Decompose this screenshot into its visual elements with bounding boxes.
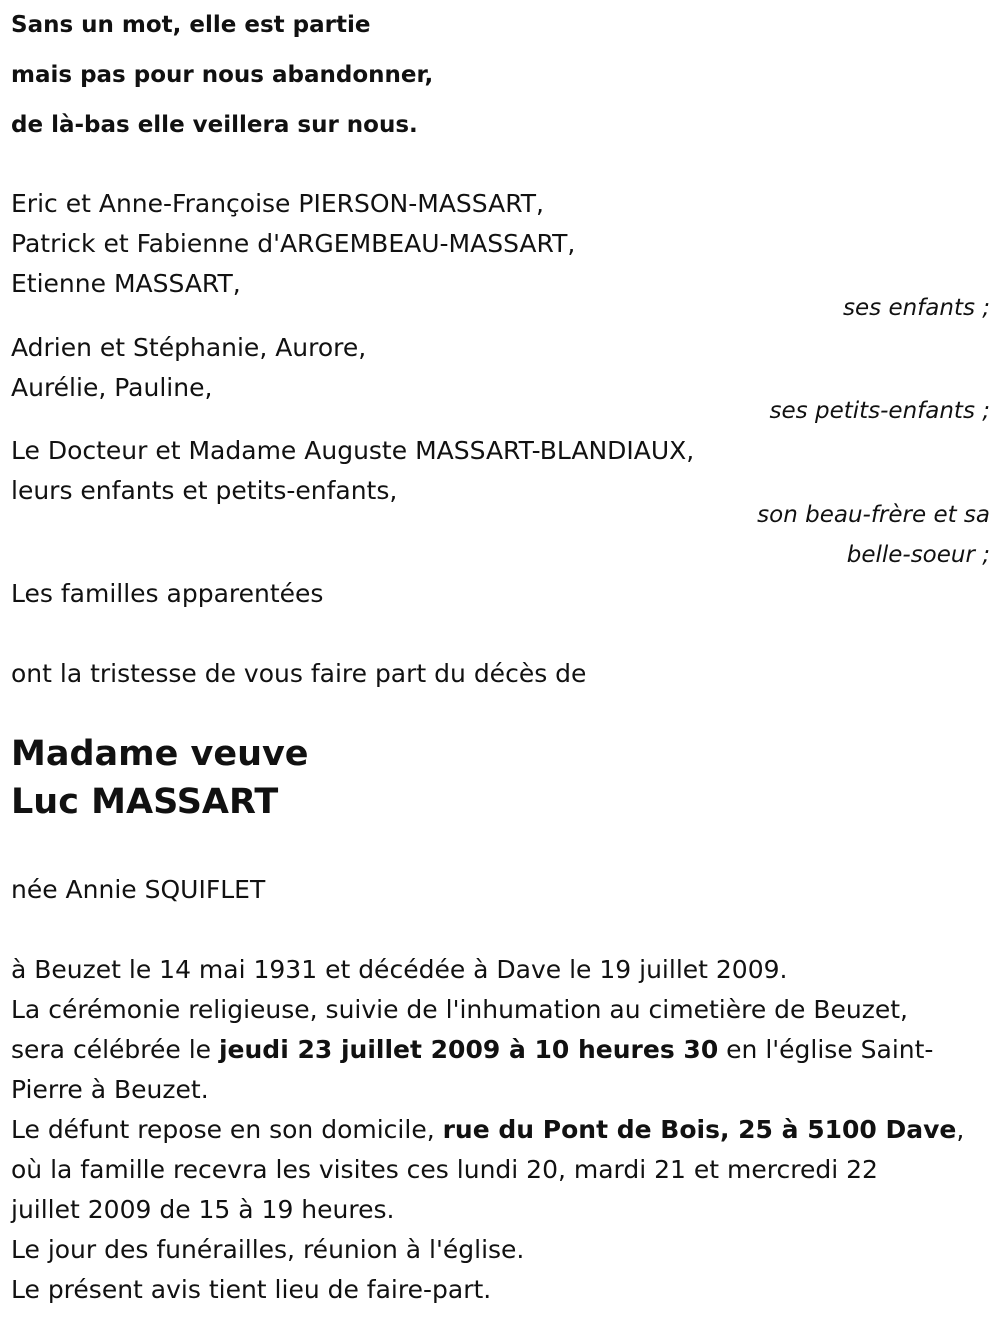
child-name: Etienne MASSART,: [11, 269, 241, 298]
rest-pre: Le défunt repose en son domicile,: [11, 1115, 443, 1144]
inlaw-name: leurs enfants et petits-enfants,: [11, 476, 398, 505]
deceased-line2: Luc MASSART: [11, 782, 279, 822]
ceremony-post: en l'église Saint-: [718, 1035, 934, 1064]
visits-line: juillet 2009 de 15 à 19 heures.: [11, 1195, 395, 1224]
birth-death: à Beuzet le 14 mai 1931 et décédée à Dave le 19 juillet 2009.: [11, 955, 788, 984]
address: rue du Pont de Bois, 25 à 5100 Dave: [442, 1115, 957, 1144]
ceremony-date: jeudi 23 juillet 2009 à 10 heures 30: [218, 1035, 719, 1064]
announcement: ont la tristesse de vous faire part du décès de: [11, 659, 587, 688]
inlaws-relation-line: son beau-frère et sa: [757, 502, 990, 528]
rest-line: [11, 1110, 990, 1150]
families: Les familles apparentées: [11, 579, 324, 608]
ceremony-line: Pierre à Beuzet.: [11, 1075, 209, 1104]
child-name: Eric et Anne-Françoise PIERSON-MASSART,: [11, 189, 545, 218]
poem-line: de là-bas elle veillera sur nous.: [11, 112, 418, 138]
meeting-line: Le jour des funérailles, réunion à l'église.: [11, 1235, 525, 1264]
poem: [11, 0, 990, 150]
children-list: [11, 184, 990, 304]
rest-post: ,: [956, 1115, 965, 1144]
grandchild-name: Adrien et Stéphanie, Aurore,: [11, 333, 367, 362]
child-name: Patrick et Fabienne d'ARGEMBEAU-MASSART,: [11, 229, 576, 258]
deceased-line1: Madame veuve: [11, 734, 309, 774]
children-relation: ses enfants ;: [843, 295, 990, 321]
visits-line: où la famille recevra les visites ces lundi 20, mardi 21 et mercredi 22: [11, 1155, 878, 1184]
deceased-name: [11, 730, 990, 826]
ceremony-pre: sera célébrée le: [11, 1035, 219, 1064]
ceremony-line: [11, 1030, 990, 1070]
born-name: née Annie SQUIFLET: [11, 875, 266, 904]
inlaws-relation-line: belle-soeur ;: [846, 542, 990, 568]
poem-line: mais pas pour nous abandonner,: [11, 62, 434, 88]
inlaw-name: Le Docteur et Madame Auguste MASSART-BLANDIAUX,: [11, 436, 695, 465]
inlaws-relation: [757, 495, 990, 575]
ceremony-line: La cérémonie religieuse, suivie de l'inhumation au cimetière de Beuzet,: [11, 995, 908, 1024]
grandchild-name: Aurélie, Pauline,: [11, 373, 213, 402]
notice-line: Le présent avis tient lieu de faire-part.: [11, 1275, 492, 1304]
grandchildren-relation: ses petits-enfants ;: [769, 398, 990, 424]
details: [11, 950, 990, 1310]
poem-line: Sans un mot, elle est partie: [11, 12, 371, 38]
